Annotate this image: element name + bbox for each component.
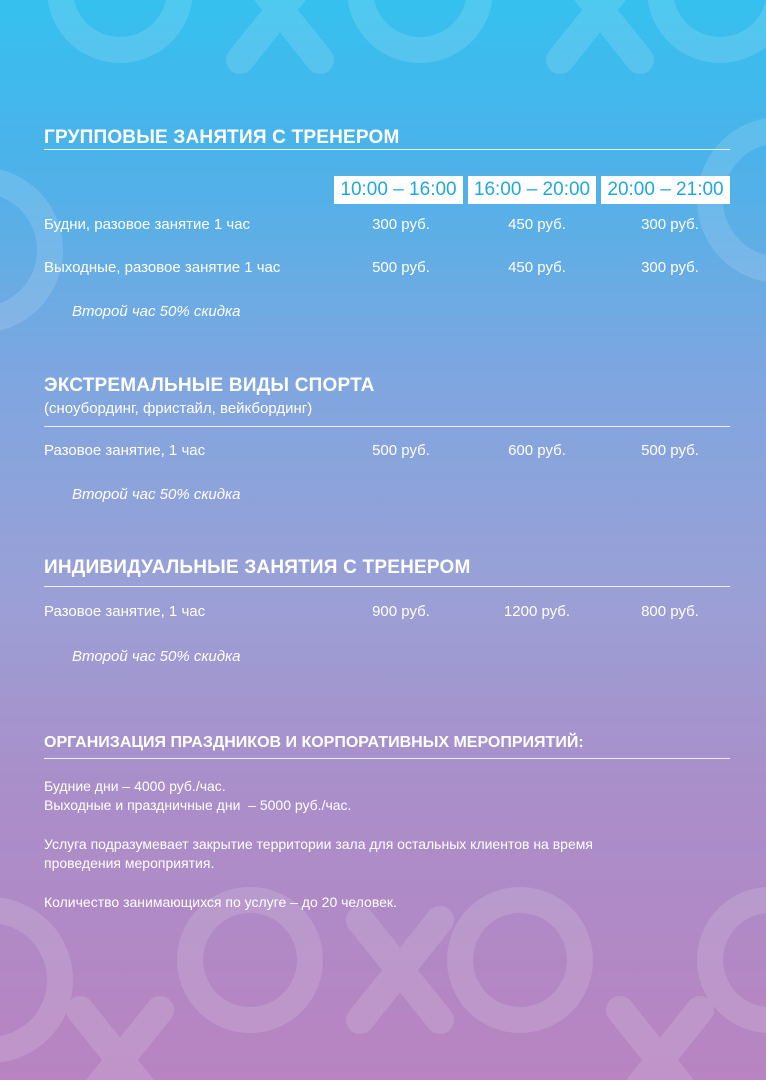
time-slot-1: 10:00 – 16:00 — [334, 176, 463, 204]
individual-row-price-1: 900 руб. — [372, 603, 430, 620]
group-row-weekend-label: Выходные, разовое занятие 1 час — [44, 259, 281, 276]
group-row-weekend-price-2: 450 руб. — [508, 259, 566, 276]
group-section-rule — [44, 149, 730, 150]
time-slot-2: 16:00 – 20:00 — [468, 176, 596, 204]
group-row-weekday-label: Будни, разовое занятие 1 час — [44, 216, 251, 233]
extreme-section-subtitle: (сноубординг, фристайл, вейкбординг) — [44, 400, 313, 417]
events-section-title: ОРГАНИЗАЦИЯ ПРАЗДНИКОВ И КОРПОРАТИВНЫХ МЕРОПРИЯТИЙ: — [44, 734, 584, 751]
group-row-weekday-price-3: 300 руб. — [641, 216, 699, 233]
group-row-weekend-price-1: 500 руб. — [372, 259, 430, 276]
events-section-rule — [44, 758, 730, 759]
group-row-weekday-price-2: 450 руб. — [508, 216, 566, 233]
extreme-section-title: ЭКСТРЕМАЛЬНЫЕ ВИДЫ СПОРТА — [44, 375, 375, 396]
individual-section-rule — [44, 586, 730, 587]
individual-row-label: Разовое занятие, 1 час — [44, 603, 206, 620]
events-weekend-price: Выходные и праздничные дни – 5000 руб./час. — [44, 797, 352, 813]
events-capacity-note: Количество занимающихся по услуге – до 20 человек. — [44, 894, 397, 910]
events-weekday-price: Будние дни – 4000 руб./час. — [44, 778, 226, 794]
individual-row-price-3: 800 руб. — [641, 603, 699, 620]
individual-discount-note: Второй час 50% скидка — [72, 648, 241, 665]
extreme-row-price-2: 600 руб. — [508, 442, 566, 459]
group-discount-note: Второй час 50% скидка — [72, 303, 241, 320]
extreme-section-rule — [44, 426, 730, 427]
group-row-weekday-price-1: 300 руб. — [372, 216, 430, 233]
individual-row-price-2: 1200 руб. — [503, 603, 571, 620]
time-slot-3: 20:00 – 21:00 — [601, 176, 730, 204]
extreme-row-price-3: 500 руб. — [641, 442, 699, 459]
individual-section-title: ИНДИВИДУАЛЬНЫЕ ЗАНЯТИЯ С ТРЕНЕРОМ — [44, 557, 471, 578]
group-section-title: ГРУППОВЫЕ ЗАНЯТИЯ С ТРЕНЕРОМ — [44, 127, 400, 148]
group-row-weekend-price-3: 300 руб. — [641, 259, 699, 276]
events-service-description-line1: Услуга подразумевает закрытие территории зала для остальных клиентов на время — [44, 836, 593, 852]
events-service-description-line2: проведения мероприятия. — [44, 855, 215, 871]
extreme-row-price-1: 500 руб. — [372, 442, 430, 459]
extreme-row-label: Разовое занятие, 1 час — [44, 442, 206, 459]
extreme-discount-note: Второй час 50% скидка — [72, 486, 241, 503]
